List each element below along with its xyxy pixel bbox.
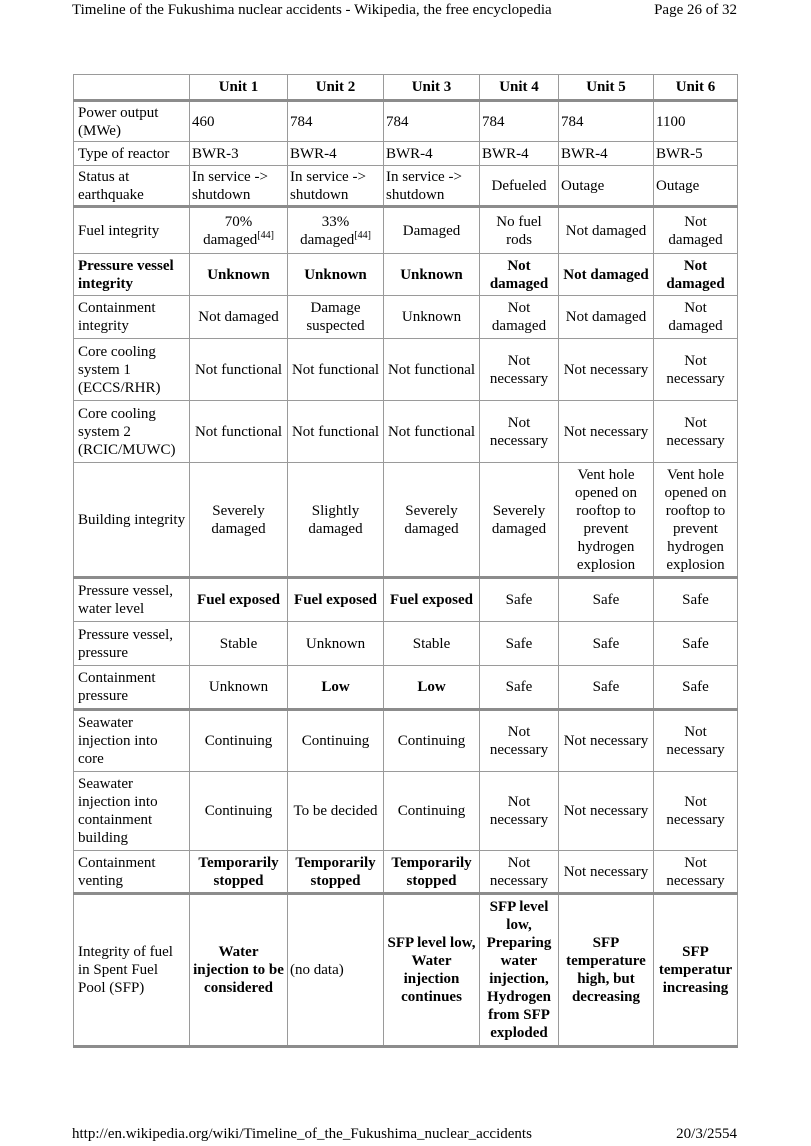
cell-text: BWR-4 <box>290 145 337 162</box>
table-cell <box>480 894 559 1047</box>
table-cell <box>288 710 384 772</box>
cell-text: Damage suspected <box>306 300 365 334</box>
cell-text: SFP temperatur increasing <box>658 944 733 996</box>
cell-text: Not damaged <box>565 309 647 325</box>
row-label: Containment venting <box>74 851 190 894</box>
table-cell <box>384 296 480 339</box>
row-label: Seawater injection into core <box>74 710 190 772</box>
table-cell <box>480 622 559 666</box>
table-cell <box>384 339 480 401</box>
table-cell <box>384 710 480 772</box>
cell-text: Continuing <box>204 733 273 749</box>
table-cell <box>559 401 654 463</box>
table-row <box>74 166 738 207</box>
table-cell <box>288 207 384 254</box>
table-cell <box>559 142 654 166</box>
column-header-unit-2: Unit 2 <box>288 75 384 101</box>
table-cell <box>190 463 288 578</box>
table-row <box>74 578 738 622</box>
cell-text: Unknown <box>207 266 270 283</box>
table-cell <box>288 401 384 463</box>
table-row <box>74 463 738 578</box>
cell-text: 784 <box>482 113 505 130</box>
row-label: Core cooling system 2 (RCIC/MUWC) <box>74 401 190 463</box>
table-cell <box>288 666 384 710</box>
cell-text: Continuing <box>204 803 273 819</box>
cell-text: Temporarily stopped <box>295 854 376 889</box>
cell-text: (no data) <box>290 962 344 978</box>
table-cell <box>654 101 738 142</box>
table-cell <box>288 254 384 296</box>
cell-text: Safe <box>592 679 620 695</box>
cell-text: Not functional <box>194 423 283 440</box>
row-label: Integrity of fuel in Spent Fuel Pool (SFP) <box>74 894 190 1047</box>
table-row <box>74 207 738 254</box>
citation-marker[interactable]: [44] <box>354 229 371 241</box>
table-cell <box>190 710 288 772</box>
table-cell <box>288 578 384 622</box>
cell-text: Damaged <box>402 222 461 239</box>
cell-text: Safe <box>592 592 620 608</box>
cell-text: 33% damaged <box>300 213 355 248</box>
table-cell <box>190 851 288 894</box>
cell-text: Continuing <box>397 803 466 819</box>
cell-text: Not necessary <box>563 423 649 440</box>
cell-text: Continuing <box>397 733 466 749</box>
cell-text: Severely damaged <box>404 502 459 537</box>
row-label: Core cooling system 1 (ECCS/RHR) <box>74 339 190 401</box>
row-label: Fuel integrity <box>74 207 190 254</box>
cell-text: No fuel rods <box>496 213 542 248</box>
table-cell <box>559 578 654 622</box>
document-title: Timeline of the Fukushima nuclear accidents - Wikipedia, the free encyclopedia <box>72 2 552 18</box>
table-cell <box>288 296 384 339</box>
row-label: Power output (MWe) <box>74 101 190 142</box>
table-cell <box>654 401 738 463</box>
table-cell <box>480 207 559 254</box>
column-header-unit-4: Unit 4 <box>480 75 559 101</box>
cell-text: Not damaged <box>491 300 547 334</box>
column-header-unit-1: Unit 1 <box>190 75 288 101</box>
table-cell <box>654 207 738 254</box>
table-cell <box>559 666 654 710</box>
cell-text: Slightly damaged <box>308 502 363 537</box>
cell-text: Unknown <box>400 266 463 283</box>
table-row <box>74 772 738 851</box>
cell-text: Not necessary <box>563 803 649 819</box>
cell-text: Not damaged <box>666 257 725 292</box>
table-cell <box>480 339 559 401</box>
table-cell <box>480 851 559 894</box>
cell-text: Not necessary <box>666 352 725 387</box>
cell-text: BWR-5 <box>656 145 703 162</box>
cell-text: Unknown <box>304 266 367 283</box>
table-row <box>74 666 738 710</box>
cell-text: In service -> shutdown <box>192 168 268 203</box>
table-cell <box>384 142 480 166</box>
cell-text: 1100 <box>656 113 686 130</box>
cell-text: Not necessary <box>666 724 725 758</box>
table-cell <box>480 401 559 463</box>
row-label: Containment pressure <box>74 666 190 710</box>
cell-text: Water injection to be considered <box>193 944 284 996</box>
table-cell <box>384 772 480 851</box>
table-cell <box>654 339 738 401</box>
table-row <box>74 339 738 401</box>
cell-text: 784 <box>290 113 313 130</box>
table-cell <box>559 254 654 296</box>
table-row <box>74 142 738 166</box>
table-cell <box>384 666 480 710</box>
cell-text: Severely damaged <box>491 502 547 537</box>
table-cell <box>559 710 654 772</box>
table-cell <box>384 254 480 296</box>
cell-text: To be decided <box>293 803 378 819</box>
cell-text: Not necessary <box>489 854 549 889</box>
cell-text: Not damaged <box>489 257 549 292</box>
column-header-unit-5: Unit 5 <box>559 75 654 101</box>
table-cell <box>190 578 288 622</box>
cell-text: Stable <box>412 635 451 652</box>
table-cell <box>559 296 654 339</box>
unit-status-table <box>73 74 738 1048</box>
row-label: Type of reactor <box>74 142 190 166</box>
cell-text: 784 <box>386 113 409 130</box>
cell-text: Unknown <box>401 309 462 325</box>
column-header-unit-6: Unit 6 <box>654 75 738 101</box>
table-cell <box>288 166 384 207</box>
cell-text: BWR-3 <box>192 145 239 162</box>
table-row <box>74 254 738 296</box>
table-cell <box>480 142 559 166</box>
table-cell <box>654 894 738 1047</box>
table-cell <box>190 254 288 296</box>
table-cell <box>480 772 559 851</box>
page-footer <box>0 1126 811 1146</box>
table-cell <box>654 851 738 894</box>
table-row <box>74 296 738 339</box>
row-label: Status at earthquake <box>74 166 190 207</box>
cell-text: Not necessary <box>563 361 649 378</box>
cell-text: 460 <box>192 113 215 130</box>
cell-text: Not necessary <box>563 733 649 749</box>
cell-text: Outage <box>561 177 605 194</box>
table-cell <box>190 339 288 401</box>
cell-text: SFP level low, Water injection continues <box>387 935 476 1005</box>
row-label: Building integrity <box>74 463 190 578</box>
page-number: Page 26 of 32 <box>654 2 737 18</box>
table-cell <box>480 101 559 142</box>
column-header-unit-3: Unit 3 <box>384 75 480 101</box>
cell-text: Low <box>417 679 446 695</box>
cell-text: SFP level low, Preparing water injection, Hydrogen from SFP exploded <box>486 899 552 1041</box>
cell-text: Safe <box>505 679 533 695</box>
table-cell <box>384 894 480 1047</box>
cell-text: 70% damaged <box>203 213 258 248</box>
cell-text: SFP temperature high, but decreasing <box>566 935 646 1005</box>
table-cell <box>654 296 738 339</box>
cell-text: Defueled <box>491 177 547 194</box>
table-cell <box>654 666 738 710</box>
cell-text: Vent hole opened on rooftop to prevent hydrogen explosion <box>574 466 638 573</box>
table-cell <box>190 401 288 463</box>
table-cell <box>288 463 384 578</box>
table-cell <box>288 339 384 401</box>
page-header <box>0 0 811 26</box>
cell-text: Not necessary <box>489 724 549 758</box>
table-cell <box>384 463 480 578</box>
cell-text: Temporarily stopped <box>391 854 472 889</box>
cell-text: Not functional <box>291 361 380 378</box>
table-cell <box>384 207 480 254</box>
table-header-row <box>74 75 738 101</box>
cell-text: Not functional <box>291 423 380 440</box>
table-cell <box>559 622 654 666</box>
cell-text: Fuel exposed <box>390 592 473 608</box>
cell-text: Safe <box>505 592 533 608</box>
cell-text: In service -> shutdown <box>386 168 462 203</box>
table-cell <box>559 894 654 1047</box>
row-label: Containment integrity <box>74 296 190 339</box>
table-cell <box>288 142 384 166</box>
cell-text: 784 <box>561 113 584 130</box>
cell-text: Not necessary <box>563 863 649 880</box>
cell-text: Safe <box>682 592 709 608</box>
cell-text: Not necessary <box>666 414 725 449</box>
table-cell <box>288 772 384 851</box>
row-label: Pressure vessel integrity <box>74 254 190 296</box>
cell-text: Safe <box>682 635 709 652</box>
table-cell <box>288 851 384 894</box>
cell-text: Fuel exposed <box>197 592 280 608</box>
table-cell <box>190 101 288 142</box>
table-cell <box>480 710 559 772</box>
table-cell <box>384 578 480 622</box>
source-url: http://en.wikipedia.org/wiki/Timeline_of_the_Fukushima_nuclear_accidents <box>72 1126 532 1142</box>
row-label: Pressure vessel, water level <box>74 578 190 622</box>
table-cell <box>190 666 288 710</box>
table-cell <box>480 666 559 710</box>
cell-text: Not necessary <box>666 854 725 889</box>
table-cell <box>384 851 480 894</box>
table-row <box>74 101 738 142</box>
table-cell <box>654 578 738 622</box>
cell-text: Safe <box>682 679 709 695</box>
cell-text: Unknown <box>305 635 366 652</box>
table-cell <box>559 207 654 254</box>
table-cell <box>288 894 384 1047</box>
cell-text: Stable <box>219 635 258 652</box>
table-cell <box>654 463 738 578</box>
table-row <box>74 710 738 772</box>
table-cell <box>288 101 384 142</box>
cell-text: Vent hole opened on rooftop to prevent hydrogen explosion <box>664 466 727 573</box>
table-cell <box>480 463 559 578</box>
table-cell <box>654 142 738 166</box>
table-cell <box>559 851 654 894</box>
table-cell <box>190 772 288 851</box>
cell-text: Outage <box>656 177 700 194</box>
table-cell <box>559 339 654 401</box>
table-cell <box>190 207 288 254</box>
table-cell <box>559 166 654 207</box>
table-cell <box>190 166 288 207</box>
table-cell <box>384 166 480 207</box>
cell-text: Not necessary <box>489 794 549 828</box>
table-cell <box>654 622 738 666</box>
table-cell <box>480 254 559 296</box>
corner-header-cell <box>74 75 190 101</box>
cell-text: Temporarily stopped <box>198 854 279 889</box>
cell-text: Not necessary <box>489 414 549 449</box>
cell-text: Not functional <box>387 423 476 440</box>
table-cell <box>654 254 738 296</box>
cell-text: Unknown <box>208 679 269 695</box>
cell-text: Severely damaged <box>211 502 266 537</box>
cell-text: Not functional <box>387 361 476 378</box>
cell-text: Low <box>321 679 350 695</box>
cell-text: Not damaged <box>565 222 647 239</box>
cell-text: Not damaged <box>198 309 279 325</box>
citation-marker[interactable]: [44] <box>257 229 274 241</box>
table-cell <box>480 578 559 622</box>
table-cell <box>190 142 288 166</box>
cell-text: Not damaged <box>668 213 723 248</box>
cell-text: Not damaged <box>668 300 723 334</box>
table-cell <box>190 894 288 1047</box>
table-cell <box>190 622 288 666</box>
table-cell <box>288 622 384 666</box>
cell-text: Continuing <box>301 733 370 749</box>
table-cell <box>384 401 480 463</box>
table-cell <box>559 101 654 142</box>
print-date: 20/3/2554 <box>676 1126 737 1142</box>
table-cell <box>480 296 559 339</box>
table-cell <box>654 166 738 207</box>
cell-text: Not necessary <box>489 352 549 387</box>
cell-text: Fuel exposed <box>294 592 377 608</box>
cell-text: BWR-4 <box>482 145 529 162</box>
table-cell <box>654 710 738 772</box>
table-cell <box>559 463 654 578</box>
table-cell <box>480 166 559 207</box>
cell-text: Not functional <box>194 361 283 378</box>
cell-text: Not necessary <box>666 794 725 828</box>
row-label: Seawater injection into containment building <box>74 772 190 851</box>
table-row <box>74 622 738 666</box>
table-cell <box>559 772 654 851</box>
cell-text: In service -> shutdown <box>290 168 366 203</box>
cell-text: Not damaged <box>563 266 649 283</box>
table-cell <box>190 296 288 339</box>
cell-text: Safe <box>505 635 533 652</box>
cell-text: BWR-4 <box>561 145 608 162</box>
table-cell <box>384 622 480 666</box>
table-row <box>74 401 738 463</box>
table-row <box>74 894 738 1047</box>
cell-text: Safe <box>592 635 620 652</box>
table-cell <box>654 772 738 851</box>
row-label: Pressure vessel, pressure <box>74 622 190 666</box>
table-row <box>74 851 738 894</box>
cell-text: BWR-4 <box>386 145 433 162</box>
table-cell <box>384 101 480 142</box>
